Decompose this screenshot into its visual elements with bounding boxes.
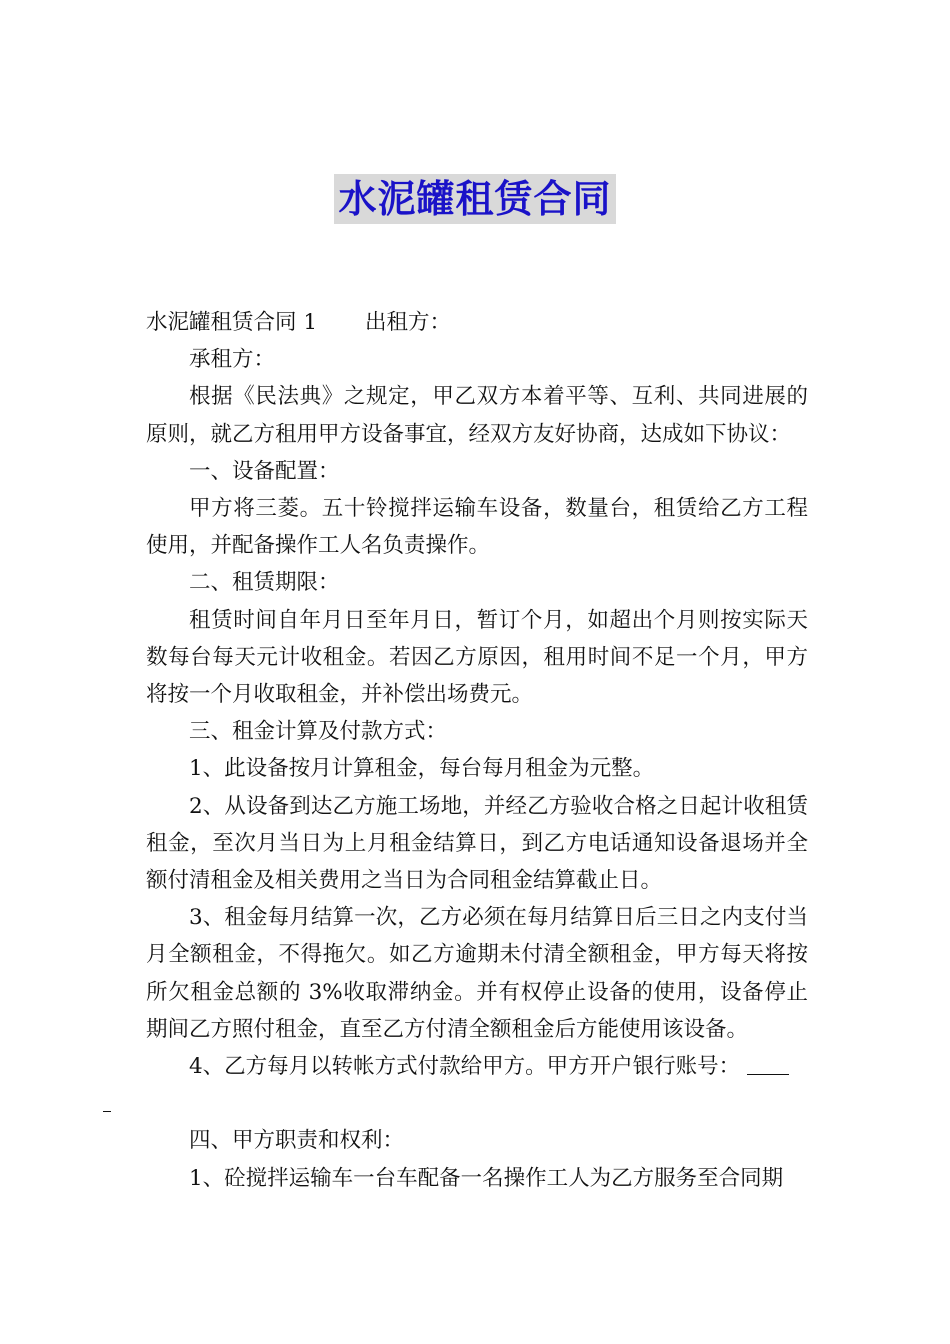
title-wrap (0, 174, 950, 224)
heading-line (146, 304, 808, 341)
section-heading: 四、甲方职责和权利： (189, 1128, 405, 1154)
paragraph: 租赁时间自年月日至年月日，暂订个月，如超出个月则按实际天数每台每天元计收租金。若因乙方原因，租用时间不足一个月，甲方将按一个月收取租金，并补偿出场费元。 (146, 607, 808, 708)
account-blank-cont (103, 1091, 111, 1112)
account-blank (747, 1054, 789, 1075)
section-heading: 二、租赁期限： (189, 570, 340, 596)
paragraph: 3、租金每月结算一次，乙方必须在每月结算日后三日之内支付当月全额租金，不得拖欠。如乙方逾期未付清全额租金，甲方每天将按所欠租金总额的 3%收取滞纳金。并有权停止设备的使用，设备停止期间乙方照付租金，直至乙方付清全额租金后方能使用该设备。 (146, 905, 808, 1042)
lessor-label: 出租方： (365, 310, 452, 335)
paragraph: 2、从设备到达乙方施工场地，并经乙方验收合格之日起计收租赁租金，至次月当日为上月租金结算日，到乙方电话通知设备退场并全额付清租金及相关费用之当日为合同租金结算截止日。 (146, 793, 808, 894)
bank-line-text: 4、乙方每月以转帐方式付款给甲方。甲方开户银行账号： (189, 1054, 741, 1080)
lessee-label: 承租方： (189, 347, 276, 373)
paragraph: 1、此设备按月计算租金，每台每月租金为元整。 (189, 756, 655, 782)
paragraph: 甲方将三菱。五十铃搅拌运输车设备，数量台，租赁给乙方工程使用，并配备操作工人名负责操作。 (146, 496, 808, 559)
doc-name: 水泥罐租赁合同 1 (146, 310, 318, 335)
document-title: 水泥罐租赁合同 (334, 174, 615, 224)
section-heading: 一、设备配置： (189, 458, 340, 484)
section-heading: 三、租金计算及付款方式： (189, 719, 448, 745)
document-body (146, 304, 808, 1197)
paragraph: 1、砼搅拌运输车一台车配备一名操作工人为乙方服务至合同期 (189, 1165, 784, 1191)
bank-line (146, 1048, 808, 1122)
paragraph: 根据《民法典》之规定，甲乙双方本着平等、互利、共同进展的原则，就乙方租用甲方设备事宜，经双方友好协商，达成如下协议： (146, 384, 808, 447)
